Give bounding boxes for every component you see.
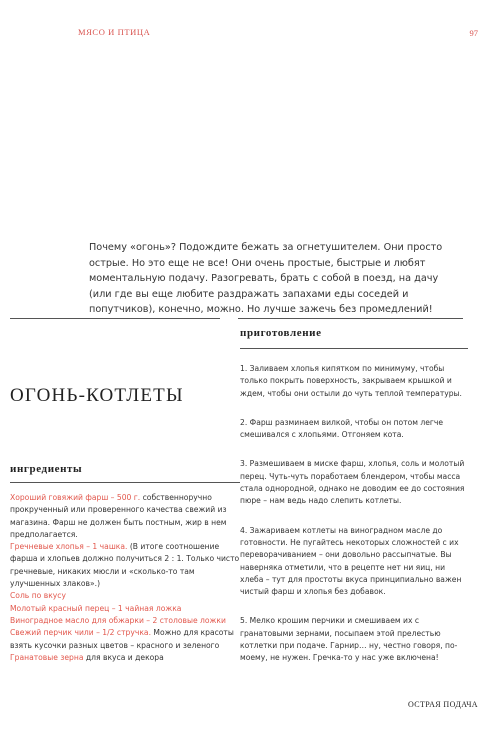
preparation-heading: приготовление [240,327,322,339]
preparation-step: 3. Размешиваем в миске фарш, хлопья, соль и молотый перец. Чуть-чуть поработаем блендером, чтобы масса стала однородной, однако не доводим ее до состояния пюре – нам ведь надо слепить котлеты. [240,459,465,506]
ingredient-note: (В итоге соотношение фарша и хлопьев должно получиться 2 : 1. Только чисто гречневые, никаких мюсли и «сколько-то там улучшенных злаков».) [10,542,240,589]
intro-paragraph: Почему «огонь»? Подождите бежать за огнетушителем. Они просто острые. Но это еще не все! Они очень простые, быстрые и любят моментальную подачу. Разогревать, брать с собой в поезд, на дачу (или где вы еще любите раздражать запахами еды соседей и попутчиков), конечно, можно. Но лучше зажечь без промедлений! [89,242,443,315]
page-number: 97 [469,28,478,38]
ingredient-note: собственноручно прокрученный или проверенного качества свежий из магазина. Фарш не должен быть постным, жир в нем предполагается. [10,493,227,539]
preparation-step: 2. Фарш разминаем вилкой, чтобы он потом легче смешивался с хлопьями. Отгоняем кота. [240,417,444,440]
running-footer: ОСТРАЯ ПОДАЧА [408,700,478,709]
ingredient-item [10,652,240,664]
ingredient-name: Гречневые хлопья – 1 чашка. [10,542,128,552]
preparation-step: 1. Заливаем хлопья кипятком по минимуму, чтобы только покрыть поверхность, закрываем крышкой и ждем, чтобы они остыли до чуть теплой температуры. [240,364,462,398]
ingredient-name: Молотый красный перец – 1 чайная ложка [10,603,182,613]
divider-left [10,318,220,319]
ingredient-note: для вкуса и декора [83,652,164,662]
recipe-title: ОГОНЬ-КОТЛЕТЫ [10,385,184,406]
ingredients-list [10,492,240,664]
ingredient-name: Свежий перчик чили – 1/2 стручка. [10,628,151,638]
ingredients-heading-rule [10,482,240,483]
ingredient-item [10,627,240,652]
divider-right [238,318,463,319]
ingredients-section [10,463,240,664]
ingredient-item [10,541,240,590]
ingredient-item [10,590,240,602]
ingredient-item [10,615,240,627]
ingredient-item [10,603,240,615]
preparation-steps [240,363,468,665]
ingredient-item [10,492,240,541]
ingredients-heading: ингредиенты [10,463,83,475]
running-header-section: МЯСО И ПТИЦА [78,27,151,37]
ingredient-name: Хороший говяжий фарш – 500 г. [10,493,141,502]
preparation-heading-rule [240,348,468,349]
ingredient-note: Можно для красоты взять кусочки разных цветов – красного и зеленого [10,628,234,650]
ingredient-name: Соль по вкусу [10,591,66,601]
ingredient-name: Виноградное масло для обжарки – 2 столовые ложки [10,615,226,625]
preparation-section [240,327,468,682]
ingredient-name: Гранатовые зерна [10,652,84,662]
preparation-step: 4. Зажариваем котлеты на виноградном масле до готовности. Не пугайтесь некоторых сложностей с их переворачиванием – они довольно рассыпчатые. Вы наверняка отметили, что в рецепте нет ни яиц, ни хлеба – тут для простоты вкуса принципиально важен чистый фарш и хлопья без добавок. [240,525,462,597]
preparation-step: 5. Мелко крошим перчики и смешиваем их с гранатовыми зернами, посыпаем этой прелестью котлетки при подаче. Гарнир… ну, честно говоря, по-моему, не нужен. Гречка-то у нас уже включена! [240,616,458,663]
